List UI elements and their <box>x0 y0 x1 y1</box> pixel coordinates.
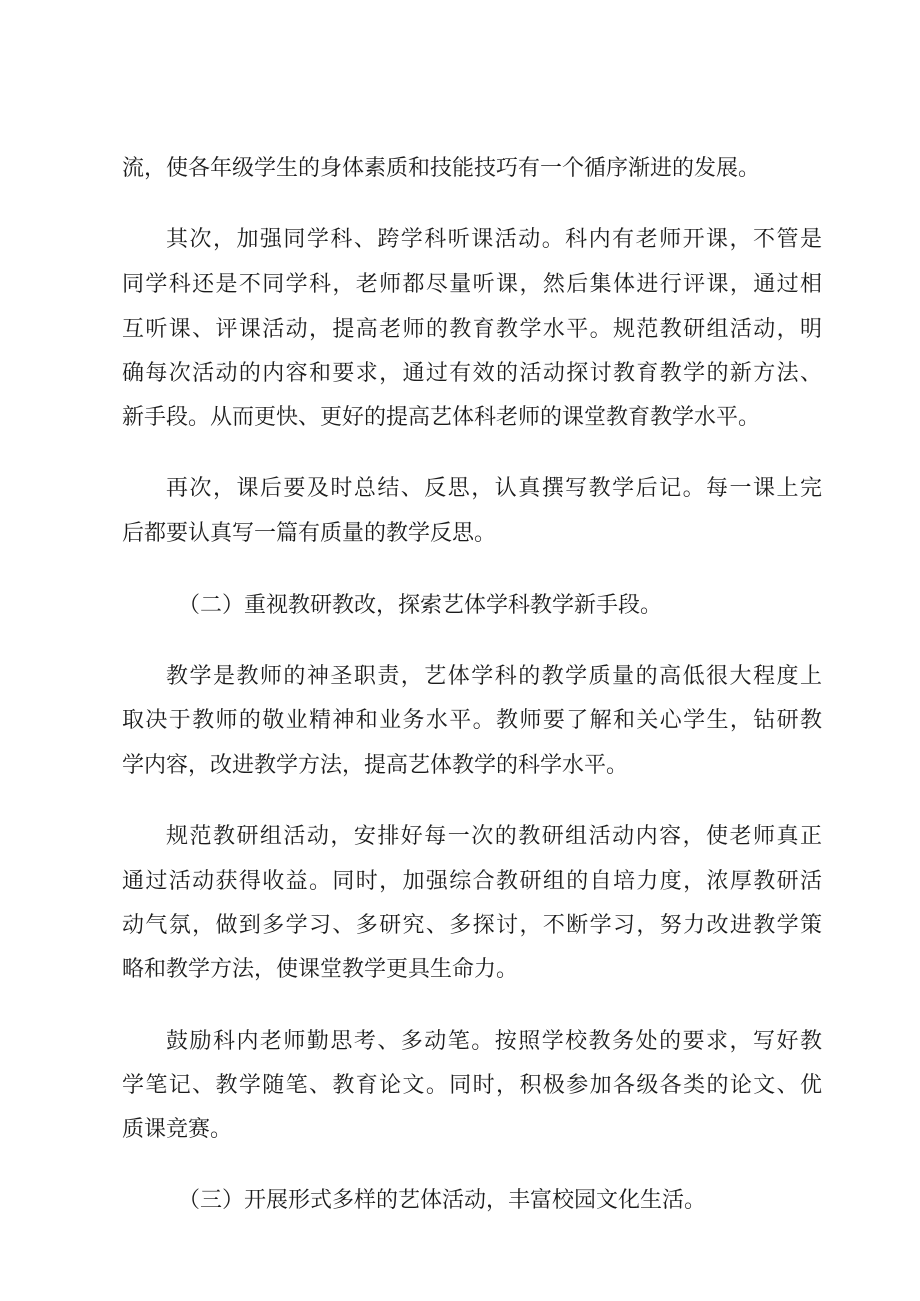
paragraph-line: 动气氛，做到多学习、多研究、多探讨，不断学习，努力改进教学策 <box>122 913 822 938</box>
paragraph-line: 通过活动获得收益。同时，加强综合教研组的自培力度，浓厚教研活 <box>122 869 822 894</box>
paragraph-line: 质课竞赛。 <box>122 1117 233 1142</box>
paragraph-line: 互听课、评课活动，提高老师的教育教学水平。规范教研组活动，明 <box>122 317 822 342</box>
paragraph-line: 略和教学方法，使课堂教学更具生命力。 <box>122 957 519 982</box>
paragraph-line: 确每次活动的内容和要求，通过有效的活动探讨教育教学的新方法、 <box>122 361 822 386</box>
paragraph-line: 取决于教师的敬业精神和业务水平。教师要了解和关心学生，钻研教 <box>122 708 822 733</box>
paragraph-line: 新手段。从而更快、更好的提高艺体科老师的课堂教育教学水平。 <box>122 405 761 430</box>
paragraph-line: 教学是教师的神圣职责，艺体学科的教学质量的高低很大程度上 <box>166 664 822 689</box>
paragraph-line: 规范教研组活动，安排好每一次的教研组活动内容，使老师真正 <box>166 824 822 849</box>
section-heading: （三）开展形式多样的艺体活动，丰富校园文化生活。 <box>178 1188 707 1213</box>
paragraph-line: 同学科还是不同学科，老师都尽量听课，然后集体进行评课，通过相 <box>122 272 822 297</box>
paragraph-line: 流，使各年级学生的身体素质和技能技巧有一个循序渐进的发展。 <box>122 156 761 181</box>
paragraph-line: 再次，课后要及时总结、反思，认真撰写教学后记。每一课上完 <box>166 476 822 501</box>
paragraph-line: 后都要认真写一篇有质量的教学反思。 <box>122 521 497 546</box>
paragraph-line: 学内容，改进教学方法，提高艺体教学的科学水平。 <box>122 753 629 778</box>
paragraph-line: 学笔记、教学随笔、教育论文。同时，积极参加各级各类的论文、优 <box>122 1073 822 1098</box>
paragraph-line: 其次，加强同学科、跨学科听课活动。科内有老师开课，不管是 <box>166 227 822 252</box>
paragraph-line: 鼓励科内老师勤思考、多动笔。按照学校教务处的要求，写好教 <box>166 1029 822 1054</box>
section-heading: （二）重视教研教改，探索艺体学科教学新手段。 <box>178 593 663 618</box>
